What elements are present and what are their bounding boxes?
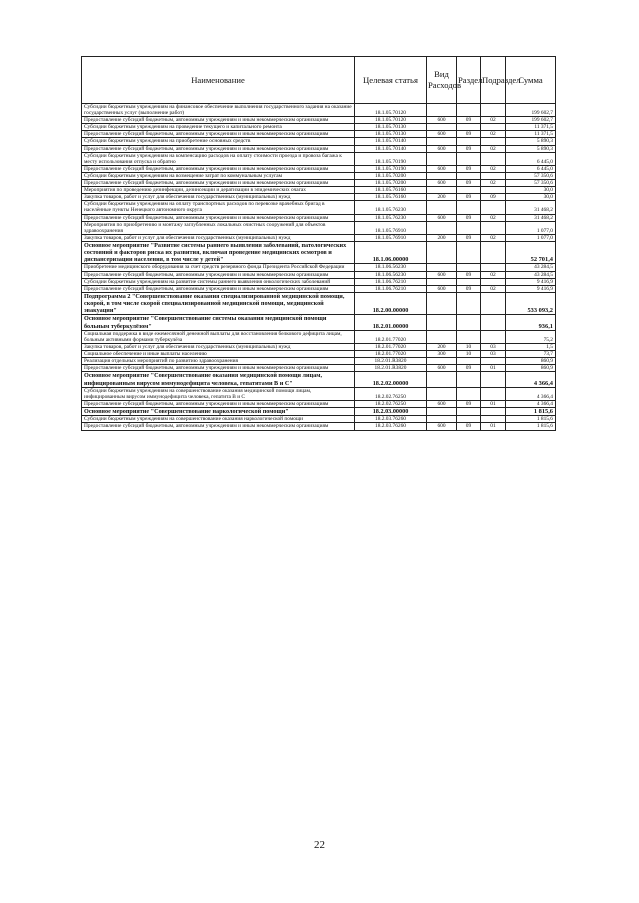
cell-target: 18.1.05.70190 [355,165,427,172]
cell-kind [427,416,457,423]
cell-subsection: 02 [481,285,506,292]
cell-target: 18.1.06.76210 [355,285,427,292]
cell-sum: 30,0 [506,194,556,201]
table-row [82,408,556,416]
cell-target: 18.1.05.76230 [355,214,427,221]
cell-target: 18.1.05.70120 [355,104,427,117]
cell-name: Основное мероприятие "Совершенствование оказания медицинской помощи лицам, инфицированным вирусом иммунодефицита человека, гепатитами В и С" [82,372,355,387]
cell-sum: 11 371,5 [506,124,556,131]
cell-section: 10 [457,351,481,358]
cell-sum: 860,9 [506,358,556,365]
cell-sum: 199 602,7 [506,117,556,124]
cell-kind [427,221,457,234]
cell-name: Закупка товаров, работ и услуг для обеспечения государственных (муниципальных) нужд [82,194,355,201]
cell-sum: 1 815,6 [506,416,556,423]
budget-table [81,56,556,431]
header-section: Раздел [457,57,481,104]
table-row [82,365,556,372]
cell-name: Субсидии бюджетным учреждениям на совершенствование оказания медицинской помощи лицам, инфицированным вирусом иммунодефицита человека, гепатита В и С [82,387,355,400]
cell-section [457,104,481,117]
cell-subsection [481,387,506,400]
cell-target: 18.1.05.70140 [355,138,427,145]
cell-kind [427,241,457,264]
cell-subsection: 02 [481,180,506,187]
cell-subsection [481,221,506,234]
cell-kind [427,124,457,131]
cell-section: 09 [457,401,481,408]
cell-kind: 300 [427,351,457,358]
cell-subsection: 01 [481,365,506,372]
cell-section [457,138,481,145]
cell-sum: 57 350,6 [506,180,556,187]
cell-section [457,387,481,400]
cell-target: 18.2.01.00000 [355,315,427,330]
cell-sum: 4 366,4 [506,401,556,408]
cell-subsection: 02 [481,271,506,278]
cell-section [457,187,481,194]
table-row [82,165,556,172]
cell-name: Основное мероприятие "Совершенствование системы оказания медицинской помощи больным туберкулёзом" [82,315,355,330]
cell-subsection: 02 [481,165,506,172]
table-row [82,271,556,278]
cell-kind [427,330,457,343]
cell-name: Закупка товаров, работ и услуг для обеспечения государственных (муниципальных) нужд [82,234,355,241]
cell-kind: 600 [427,180,457,187]
cell-section [457,201,481,214]
cell-sum: 533 093,2 [506,292,556,315]
header-kind: Вид Расходов [427,57,457,104]
cell-sum: 1 077,0 [506,221,556,234]
cell-sum: 31 468,2 [506,201,556,214]
cell-sum: 5 890,3 [506,145,556,152]
cell-kind: 600 [427,285,457,292]
cell-name: Предоставление субсидий бюджетным, автономным учреждениям и иным некоммерческим организациям [82,117,355,124]
cell-sum: 6 445,0 [506,165,556,172]
header-sum: Сумма [506,57,556,104]
cell-target: 18.2.01.77020 [355,330,427,343]
cell-subsection [481,152,506,165]
cell-name: Предоставление субсидий бюджетным, автономным учреждениям и иным некоммерческим организациям [82,401,355,408]
cell-subsection [481,187,506,194]
cell-section: 09 [457,180,481,187]
cell-subsection [481,201,506,214]
header-target: Целевая статья [355,57,427,104]
cell-kind [427,278,457,285]
cell-section: 09 [457,285,481,292]
cell-name: Субсидии бюджетным учреждениям на финансовое обеспечение выполнения государственного задания на оказание государственных услуг (выполнение работ) [82,104,355,117]
cell-sum: 936,1 [506,315,556,330]
cell-sum: 31 468,2 [506,214,556,221]
table-row [82,241,556,264]
cell-section [457,330,481,343]
cell-sum: 1 077,0 [506,234,556,241]
table-row [82,145,556,152]
cell-kind: 600 [427,131,457,138]
cell-name: Социальное обеспечение и иные выплаты населению [82,351,355,358]
cell-sum: 30,0 [506,187,556,194]
cell-name: Приобретение медицинского оборудования за счет средств резервного фонда Президента Российской Федерации [82,264,355,271]
cell-sum: 4 366,4 [506,387,556,400]
cell-name: Подпрограмма 2 "Совершенствование оказания специализированной медицинской помощи, скорой, в том числе скорой специализированной медицинской помощи, медицинской эвакуации" [82,292,355,315]
table-row [82,214,556,221]
page-number: 22 [314,839,325,851]
cell-kind [427,315,457,330]
cell-subsection [481,124,506,131]
cell-target: 18.2.03.76260 [355,423,427,430]
cell-subsection: 03 [481,344,506,351]
table-row [82,351,556,358]
cell-name: Предоставление субсидий бюджетным, автономным учреждениям и иным некоммерческим организациям [82,145,355,152]
cell-kind [427,387,457,400]
cell-section: 09 [457,423,481,430]
cell-name: Субсидии бюджетным учреждениям на приобретение основных средств [82,138,355,145]
cell-kind: 600 [427,214,457,221]
cell-section [457,172,481,179]
cell-kind [427,358,457,365]
cell-target: 18.1.05.76160 [355,194,427,201]
cell-sum: 860,9 [506,365,556,372]
cell-name: Субсидии бюджетным учреждениям на совершенствование оказания наркологической помощи [82,416,355,423]
cell-name: Субсидии бюджетным учреждениям на оплату транспортных расходов по перевозке врачебных бригад в населённые пункты Ненецкого автономного округа [82,201,355,214]
table-row [82,194,556,201]
table-row [82,180,556,187]
cell-target: 18.1.05.76910 [355,221,427,234]
cell-target: 18.1.05.70200 [355,180,427,187]
cell-sum: 43 284,5 [506,264,556,271]
cell-sum: 52 701,4 [506,241,556,264]
cell-kind: 200 [427,344,457,351]
cell-target: 18.2.00.00000 [355,292,427,315]
cell-section [457,408,481,416]
cell-kind [427,172,457,179]
table-row [82,201,556,214]
cell-kind [427,152,457,165]
table-row [82,117,556,124]
cell-target: 18.2.01.R3820 [355,365,427,372]
cell-subsection: 02 [481,234,506,241]
cell-section [457,278,481,285]
cell-target: 18.1.05.70190 [355,152,427,165]
cell-subsection [481,172,506,179]
cell-target: 18.2.02.76250 [355,401,427,408]
cell-target: 18.2.03.00000 [355,408,427,416]
cell-subsection [481,358,506,365]
cell-name: Предоставление субсидий бюджетным, автономным учреждениям и иным некоммерческим организациям [82,131,355,138]
cell-subsection [481,372,506,387]
cell-target: 18.1.06.56230 [355,271,427,278]
cell-name: Предоставление субсидий бюджетным, автономным учреждениям и иным некоммерческим организациям [82,365,355,372]
cell-target: 18.1.05.76230 [355,201,427,214]
cell-sum: 11 371,5 [506,131,556,138]
cell-kind [427,138,457,145]
cell-name: Основное мероприятие "Развитие системы раннего выявления заболеваний, патологических состояний и факторов риска их развития, включая проведение медицинских осмотров и диспансеризации населения, в том числе у детей" [82,241,355,264]
table-row [82,152,556,165]
table-row [82,234,556,241]
cell-section: 09 [457,271,481,278]
cell-section [457,372,481,387]
table-row [82,264,556,271]
table-row [82,278,556,285]
cell-sum: 43 284,5 [506,271,556,278]
table-row [82,221,556,234]
cell-section: 09 [457,194,481,201]
cell-subsection: 02 [481,145,506,152]
table-row [82,104,556,117]
cell-kind [427,104,457,117]
cell-kind: 600 [427,145,457,152]
cell-target: 18.1.05.70120 [355,117,427,124]
cell-subsection [481,138,506,145]
cell-name: Реализация отдельных мероприятий по развитию здравоохранения [82,358,355,365]
table-row [82,172,556,179]
cell-name: Предоставление субсидий бюджетным, автономным учреждениям и иным некоммерческим организациям [82,271,355,278]
cell-kind: 600 [427,117,457,124]
cell-section: 09 [457,131,481,138]
cell-section: 09 [457,234,481,241]
cell-name: Мероприятия по проведению дезинфекции, дезинсекции и дератизации в эпидемических очагах [82,187,355,194]
table-body [82,104,556,431]
table-row [82,344,556,351]
cell-kind: 200 [427,194,457,201]
cell-name: Закупка товаров, работ и услуг для обеспечения государственных (муниципальных) нужд [82,344,355,351]
cell-name: Мероприятия по приобретению и монтажу заглубленных локальных очистных сооружений для объектов здравоохранения [82,221,355,234]
cell-name: Предоставление субсидий бюджетным, автономным учреждениям и иным некоммерческим организациям [82,165,355,172]
cell-subsection [481,264,506,271]
cell-kind: 600 [427,401,457,408]
cell-target: 18.2.01.R3820 [355,358,427,365]
table-row [82,285,556,292]
cell-subsection [481,241,506,264]
table-row [82,131,556,138]
table-row [82,401,556,408]
cell-subsection: 09 [481,194,506,201]
cell-target: 18.2.03.76260 [355,416,427,423]
cell-target: 18.1.05.70130 [355,124,427,131]
budget-table-sheet [81,56,555,431]
table-row [82,358,556,365]
cell-name: Субсидии бюджетным учреждениям на развитие системы раннего выявления онкологических заболеваний [82,278,355,285]
cell-kind: 600 [427,165,457,172]
cell-sum: 1 815,6 [506,423,556,430]
cell-subsection [481,330,506,343]
cell-kind [427,292,457,315]
cell-section [457,241,481,264]
cell-name: Субсидии бюджетным учреждениям на проведение текущего и капитального ремонта [82,124,355,131]
table-row [82,315,556,330]
table-row [82,416,556,423]
cell-section: 09 [457,214,481,221]
cell-section [457,292,481,315]
table-row [82,423,556,430]
cell-section [457,315,481,330]
cell-section: 09 [457,365,481,372]
cell-section [457,264,481,271]
cell-target: 18.1.06.56230 [355,264,427,271]
table-header-row [82,57,556,104]
cell-sum: 199 602,7 [506,104,556,117]
cell-sum: 9 416,9 [506,278,556,285]
table-row [82,138,556,145]
cell-target: 18.1.05.70200 [355,172,427,179]
cell-section [457,416,481,423]
cell-sum: 1,5 [506,344,556,351]
cell-target: 18.1.05.76910 [355,234,427,241]
cell-name: Предоставление субсидий бюджетным, автономным учреждениям и иным некоммерческим организациям [82,180,355,187]
cell-kind: 600 [427,271,457,278]
cell-target: 18.1.05.76160 [355,187,427,194]
cell-sum: 5 890,3 [506,138,556,145]
cell-target: 18.1.05.70130 [355,131,427,138]
table-row [82,292,556,315]
cell-name: Субсидии бюджетным учреждениям на компенсацию расходов на оплату стоимости проезда и провоза багажа к месту использования отпуска и обратно [82,152,355,165]
cell-target: 18.2.01.77020 [355,344,427,351]
table-row [82,330,556,343]
cell-name: Предоставление субсидий бюджетным, автономным учреждениям и иным некоммерческим организациям [82,214,355,221]
cell-subsection: 02 [481,131,506,138]
cell-kind [427,201,457,214]
cell-subsection [481,408,506,416]
cell-section [457,124,481,131]
cell-subsection [481,278,506,285]
table-row [82,372,556,387]
cell-name: Субсидии бюджетным учреждениям на возмещение затрат по коммунальным услугам [82,172,355,179]
cell-subsection [481,104,506,117]
table-row [82,124,556,131]
table-row [82,187,556,194]
cell-target: 18.1.05.70140 [355,145,427,152]
cell-subsection: 01 [481,423,506,430]
cell-section: 10 [457,344,481,351]
cell-section [457,152,481,165]
cell-sum: 57 350,6 [506,172,556,179]
cell-sum: 75,2 [506,330,556,343]
cell-sum: 6 445,0 [506,152,556,165]
cell-target: 18.2.01.77020 [355,351,427,358]
cell-section: 09 [457,117,481,124]
cell-kind [427,187,457,194]
cell-name: Предоставление субсидий бюджетным, автономным учреждениям и иным некоммерческим организациям [82,423,355,430]
cell-name: Предоставление субсидий бюджетным, автономным учреждениям и иным некоммерческим организациям [82,285,355,292]
header-subsection: Подраздел [481,57,506,104]
cell-section [457,221,481,234]
cell-section [457,358,481,365]
cell-subsection [481,292,506,315]
cell-kind [427,408,457,416]
cell-kind: 600 [427,423,457,430]
cell-subsection: 03 [481,351,506,358]
cell-subsection [481,416,506,423]
cell-subsection [481,315,506,330]
cell-sum: 4 366,4 [506,372,556,387]
cell-section: 09 [457,145,481,152]
header-name: Наименование [82,57,355,104]
cell-section: 09 [457,165,481,172]
cell-subsection: 02 [481,117,506,124]
cell-sum: 73,7 [506,351,556,358]
cell-subsection: 01 [481,401,506,408]
cell-target: 18.2.02.76250 [355,387,427,400]
table-row [82,387,556,400]
cell-kind [427,264,457,271]
cell-target: 18.2.02.00000 [355,372,427,387]
cell-sum: 1 815,6 [506,408,556,416]
cell-kind: 200 [427,234,457,241]
cell-sum: 9 416,9 [506,285,556,292]
cell-target: 18.1.06.76210 [355,278,427,285]
cell-name: Социальная поддержка в виде ежемесячной денежной выплаты для восстановления белкового дефицита лицам, больным активными формами туберкулёза [82,330,355,343]
cell-subsection: 02 [481,214,506,221]
cell-target: 18.1.06.00000 [355,241,427,264]
cell-kind [427,372,457,387]
cell-kind: 600 [427,365,457,372]
cell-name: Основное мероприятие "Совершенствование наркологической помощи" [82,408,355,416]
